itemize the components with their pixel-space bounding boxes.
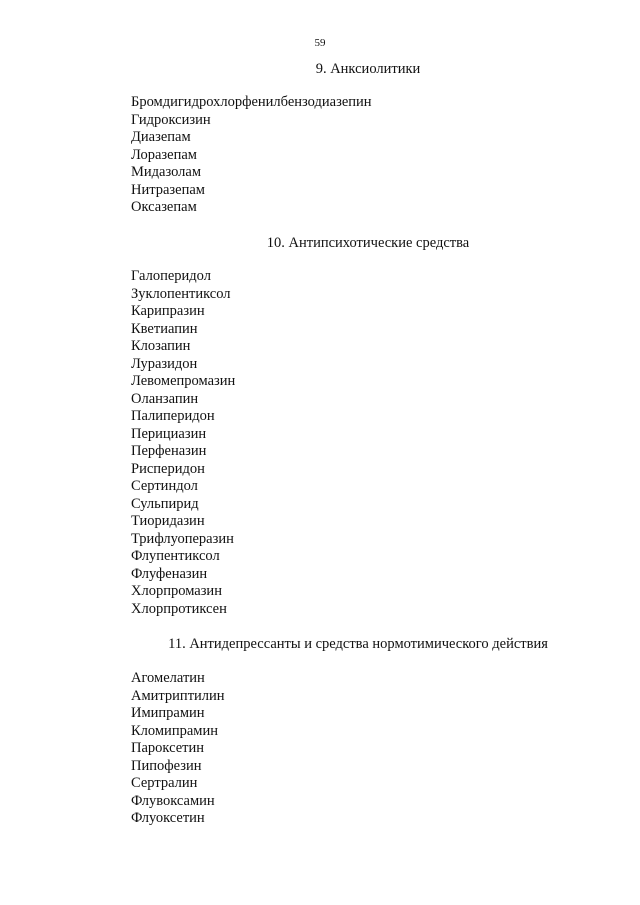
drug-list-item: Сульпирид	[131, 495, 199, 512]
drug-list-item: Пипофезин	[131, 757, 202, 774]
drug-list-item: Лоразепам	[131, 146, 197, 163]
drug-list-item: Пароксетин	[131, 740, 204, 756]
drug-list-item: Луразидон	[131, 355, 198, 372]
drug-list-item: Агомелатин	[131, 670, 205, 686]
drug-list-item: Нитразепам	[131, 181, 205, 198]
drug-list-anxiolytics	[131, 94, 372, 217]
drug-list-item: Флуфеназин	[131, 565, 208, 582]
drug-list-item: Рисперидон	[131, 460, 205, 477]
drug-list-item: Хлорпромазин	[131, 583, 222, 599]
drug-list-item: Оланзапин	[131, 390, 199, 407]
drug-list-item: Кветиапин	[131, 320, 198, 337]
section-heading-antipsychotics: 10. Антипсихотические средства	[266, 235, 470, 251]
drug-list-item: Оксазепам	[131, 199, 197, 215]
drug-list-item: Перфеназин	[131, 443, 207, 459]
drug-list-item: Бромдигидрохлорфенилбензодиазепин	[131, 94, 372, 110]
drug-list-item: Имипрамин	[131, 705, 205, 721]
drug-list-item: Клозапин	[131, 338, 191, 354]
drug-list-item: Перициазин	[131, 425, 207, 442]
drug-list-item: Мидазолам	[131, 164, 202, 180]
page-number: 59	[314, 37, 326, 49]
drug-list-item: Галоперидол	[131, 268, 211, 284]
drug-list-item: Хлорпротиксен	[131, 600, 227, 617]
drug-list-item: Тиоридазин	[131, 513, 205, 529]
drug-list-item: Сертралин	[131, 775, 198, 791]
drug-list-antidepressants	[131, 670, 225, 828]
drug-list-item: Флупентиксол	[131, 548, 220, 564]
drug-list-antipsychotics	[131, 268, 235, 618]
drug-list-item: Амитриптилин	[131, 687, 225, 704]
section-heading-anxiolytics: 9. Анксиолитики	[315, 61, 421, 77]
drug-list-item: Трифлуоперазин	[131, 530, 234, 547]
drug-list-item: Кломипрамин	[131, 722, 218, 739]
drug-list-item: Палиперидон	[131, 408, 215, 424]
drug-list-item: Гидроксизин	[131, 111, 211, 128]
drug-list-item: Диазепам	[131, 129, 191, 145]
drug-list-item: Флуоксетин	[131, 810, 205, 826]
drug-list-item: Зуклопентиксол	[131, 285, 231, 302]
drug-list-item: Флувоксамин	[131, 792, 215, 809]
drug-list-item: Левомепромазин	[131, 373, 236, 389]
drug-list-item: Карипразин	[131, 303, 205, 319]
section-heading-antidepressants: 11. Антидепрессанты и средства нормотимического действия	[168, 636, 548, 652]
drug-list-item: Сертиндол	[131, 478, 198, 494]
